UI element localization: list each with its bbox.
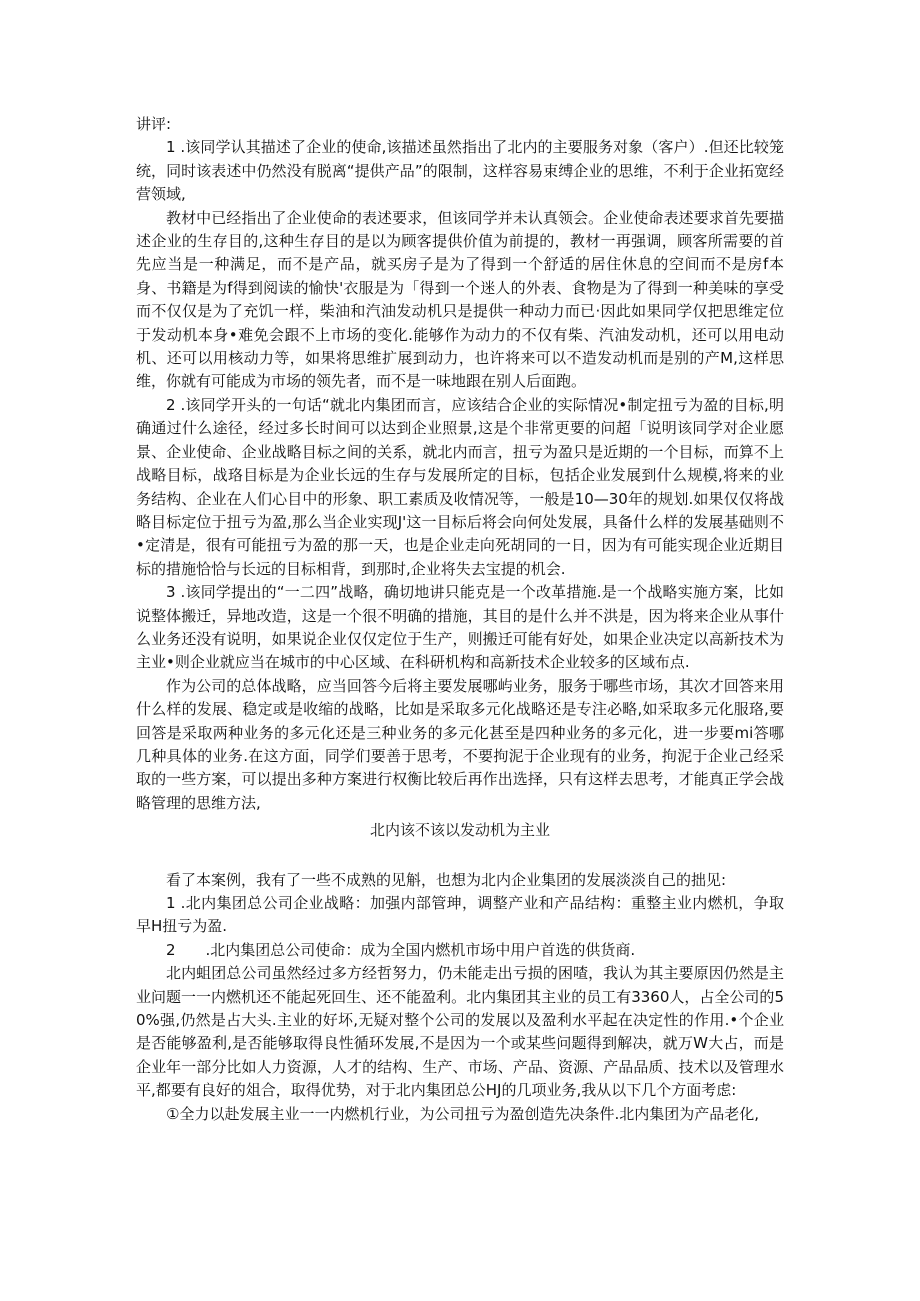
- analysis-paragraph: 北内蛆团总公司虽然经过多方经哲努力，仍未能走出亏损的困喳，我认为其主要原因仍然是主业问题一一内燃机还不能起死回生、还不能盈利。北内集团其主业的员工有3360人，占全公司的50%强,仍然是占大头.主业的好坏,无疑对整个公司的发展以及盈利水平起在决定性的作用.•个企业是否能够盈利,是否能够取得良性循环发展,不是因为一个或某些问题得到解决，就万W大占，而是企业年一部分比如人力资源，人才的结构、生产、市场、产品、资源、产品品质、技术以及管理水平,都要有良好的俎合，取得优势，对于北内集团总公HJ的几项业务,我从以下几个方面考虑:: [136, 964, 784, 1100]
- mission-item-2: 2 .北内集团总公司使命：成为全国内燃机市场中用户首选的供货商.: [166, 940, 636, 959]
- critique-point-2: 2 .该同学开头的一句话“就北内集团而言，应该结合企业的实际情况•制定扭亏为盈的目标,明确通过什么途径，经过多长时间可以达到企业照景,这是个非常更要的问超「说明该同学对企业愿景、企业使命、企业战略目标之间的关系，就北内而言，扭亏为盈只是近期的一个目标，而算不上战略目标，战珞目标是为企业长远的生存与发展所定的目标，包括企业发展到什么规模,将来的业务结构、企业在人们心目中的形象、职工素质及收情况等，一般是10—30年的规划.如果仅仅将战略目标定位于扭亏为盈,那么当企业实现J'这一目标后将会向何处发展，具备什么样的发展基础则不•定清是，很有可能扭亏为盈的那一天，也是企业走向死胡同的一日，因为有可能实现企业近期目标的措施恰恰与长远的目标相背，到那时,企业将失去宝提的机会.: [136, 395, 784, 578]
- critique-label: 讲评:: [136, 115, 172, 133]
- document-body: [136, 113, 784, 1126]
- section-spacer: [136, 843, 784, 869]
- critique-point-1: 1 .该同学认其描述了企业的使命,该描述虽然指出了北内的主要服务对象（客户）.但还比较笼统，同时该表述中仍然没有脱离“提供产品”的限制，这样容易束缚企业的思维，不利于企业拓宽经营领域,: [136, 138, 784, 204]
- overall-strategy-paragraph: 作为公司的总体战略，应当回答今后将主要发展哪屿业务，服务于哪些市场，其次才回答来用什么样的发展、稳定或是收缩的战略，比如是采取多元化战略还是专注必略,如采取多元化服珞,要回答是采取两种业务的多元化还是三种业务的多元化甚至是四种业务的多元化，进一步要mi答哪几种具体的业务.在这方面，同学们要善于思考，不要拘泥于企业现有的业务，拘泥于企业己经采取的一些方案，可以提出多种方案进行权衡比较后再作出选择，只有这样去思考，才能真正学会战略管理的思维方法,: [136, 676, 784, 812]
- section-title: 北内该不该以发动机为主业: [369, 821, 550, 840]
- strategy-item-1: 1 .北内集团总公司企业战略：加强内部管珅，调整产业和产品结构：重整主业内燃机，争取早H扭亏为盈.: [136, 894, 784, 936]
- mission-requirements-paragraph: 教材中已经指出了企业使命的表述要求，但该同学并未认真领会。企业使命表述要求首先要描述企业的生存目的,这种生存目的是以为顾客提供价值为前提的，教材一再强调，顾客所需要的首先应当是一种满足，而不是产品，就买房子是为了得到一个舒适的居住休息的空间而不是房f本身、书籍是为f得到阅读的愉快'衣服是为「得到一个迷人的外表、食物是为了得到一种美味的享受而不仅仅是为了充饥一样，柴油和汽油发动机只是提供一种动力而已·因此如果同学仅把思维定位于发动机本身•难免会跟不上市场的变化.能够作为动力的不仅有柴、汽油发动机，还可以用电动机、还可以用核动力等，如果将思维扩展到动力，也许将来可以不造发动机而是别的产M,这样思维，你就有可能成为市场的领先者，而不是一味地跟在别人后面跑。: [136, 208, 784, 391]
- intro-paragraph: 看了本案例，我有了一些不成熟的见斛，也想为北内企业集团的发展淡淡自己的拙见:: [166, 870, 727, 889]
- critique-point-3: 3 .该同学提出的“一二四”战略，确切地讲只能克是一个改革措施.是一个战略实施方案，比如说整体搬迁，异地改造，这是一个很不明确的措施，其目的是什么并不洪是，因为将来企业从事什么业务还没有说明，如果说企业仅仅定位于生产，则搬迁可能有好处，如果企业决定以高新技术为主业•则企业就应当在城市的中心区域、在科研机构和高新技术企业较多的区域布点.: [136, 583, 784, 672]
- consideration-item-1: ①全力以赴发展主业一一内燃机行业，为公司扭亏为盈创造先决条件.北内集团为产品老化,: [166, 1104, 759, 1123]
